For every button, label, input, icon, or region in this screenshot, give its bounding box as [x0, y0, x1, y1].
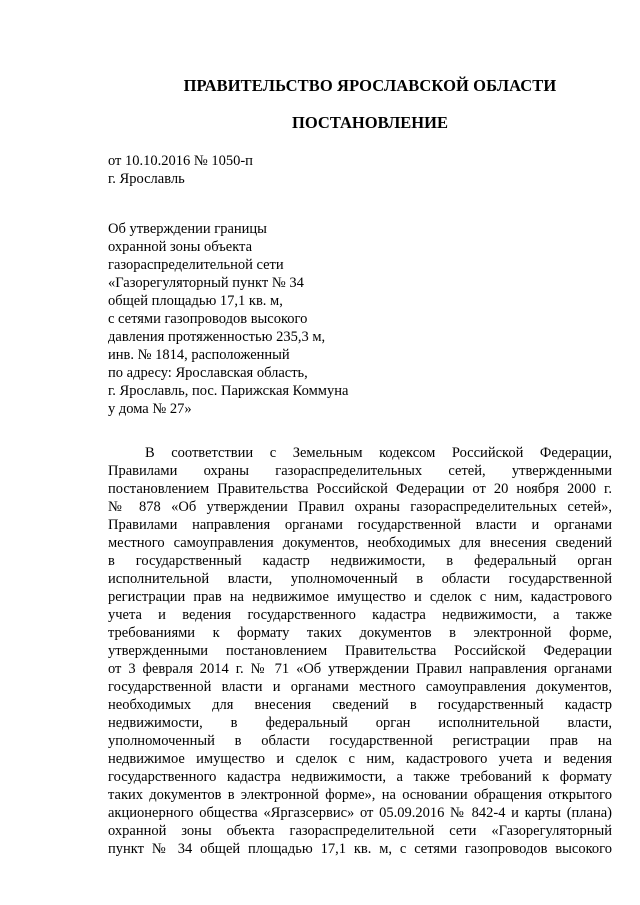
body-line: акционерного общества «Яргазсервис» от 05.09.2016 № 842-4 и карты (плана)	[108, 805, 612, 821]
body-line: Правилами охраны газораспределительных сетей, утвержденными	[108, 463, 612, 479]
body-line: В соответствии с Земельным кодексом Российской Федерации,	[145, 445, 612, 461]
subject-line: охранной зоны объекта	[108, 239, 253, 255]
body-line: утвержденными постановлением Правительства Российской Федерации	[108, 643, 612, 659]
body-line: Правилами направления органами государственной власти и органами	[108, 517, 612, 533]
subject-line: Об утверждении границы	[108, 221, 267, 237]
body-line: государственной власти и органами местного самоуправления документов,	[108, 679, 612, 695]
body-line: в государственный кадастр недвижимости, в федеральный орган	[108, 553, 612, 569]
document-meta	[108, 152, 253, 188]
document-type-heading: ПОСТАНОВЛЕНИЕ	[292, 113, 448, 132]
body-line: охранной зоны объекта газораспределительной сети «Газорегуляторный	[108, 823, 612, 839]
place-line: г. Ярославль	[108, 171, 185, 187]
subject-line: общей площадью 17,1 кв. м,	[108, 293, 283, 309]
body-line: от 3 февраля 2014 г. № 71 «Об утверждении Правил направления органами	[108, 661, 612, 677]
body-line: пункт № 34 общей площадью 17,1 кв. м, с сетями газопроводов высокого	[108, 841, 612, 857]
body-line: недвижимости, в федеральный орган исполнительной власти,	[108, 715, 612, 731]
body-line: уполномоченный в области государственной регистрации прав на	[108, 733, 612, 749]
body-line: требованиями к формату таких документов в электронной форме,	[108, 625, 612, 641]
body-line: необходимых для внесения сведений в государственный кадастр	[108, 697, 612, 713]
body-line: № 878 «Об утверждении Правил охраны газораспределительных сетей»,	[108, 499, 612, 515]
body-line: учета и ведения государственного кадастра недвижимости, а также	[108, 607, 612, 623]
body-line: постановлением Правительства Российской Федерации от 20 ноября 2000 г.	[108, 481, 612, 497]
subject-line: по адресу: Ярославская область,	[108, 365, 308, 381]
subject-line: газораспределительной сети	[108, 257, 284, 273]
issuing-authority-heading: ПРАВИТЕЛЬСТВО ЯРОСЛАВСКОЙ ОБЛАСТИ	[183, 76, 557, 95]
body-line: таких документов в электронной форме», на основании обращения открытого	[108, 787, 612, 803]
subject-line: «Газорегуляторный пункт № 34	[108, 275, 304, 291]
body-line: недвижимое имущество и сделок с ним, кадастрового учета и ведения	[108, 751, 612, 767]
subject-line: г. Ярославль, пос. Парижская Коммуна	[108, 383, 349, 399]
body-line: местного самоуправления документов, необходимых для внесения сведений	[108, 535, 612, 551]
subject-line: давления протяженностью 235,3 м,	[108, 329, 326, 345]
body-line: регистрации прав на недвижимое имущество и сделок с ним, кадастрового	[108, 589, 612, 605]
subject-line: у дома № 27»	[108, 401, 192, 417]
body-paragraph	[108, 444, 612, 858]
subject-line: инв. № 1814, расположенный	[108, 347, 290, 363]
body-line: государственного кадастра недвижимости, а также требований к формату	[108, 769, 612, 785]
subject-line: с сетями газопроводов высокого	[108, 311, 308, 327]
body-line: исполнительной власти, уполномоченный в области государственной	[108, 571, 612, 587]
subject-block	[108, 220, 348, 418]
date-number-line: от 10.10.2016 № 1050-п	[108, 153, 253, 169]
